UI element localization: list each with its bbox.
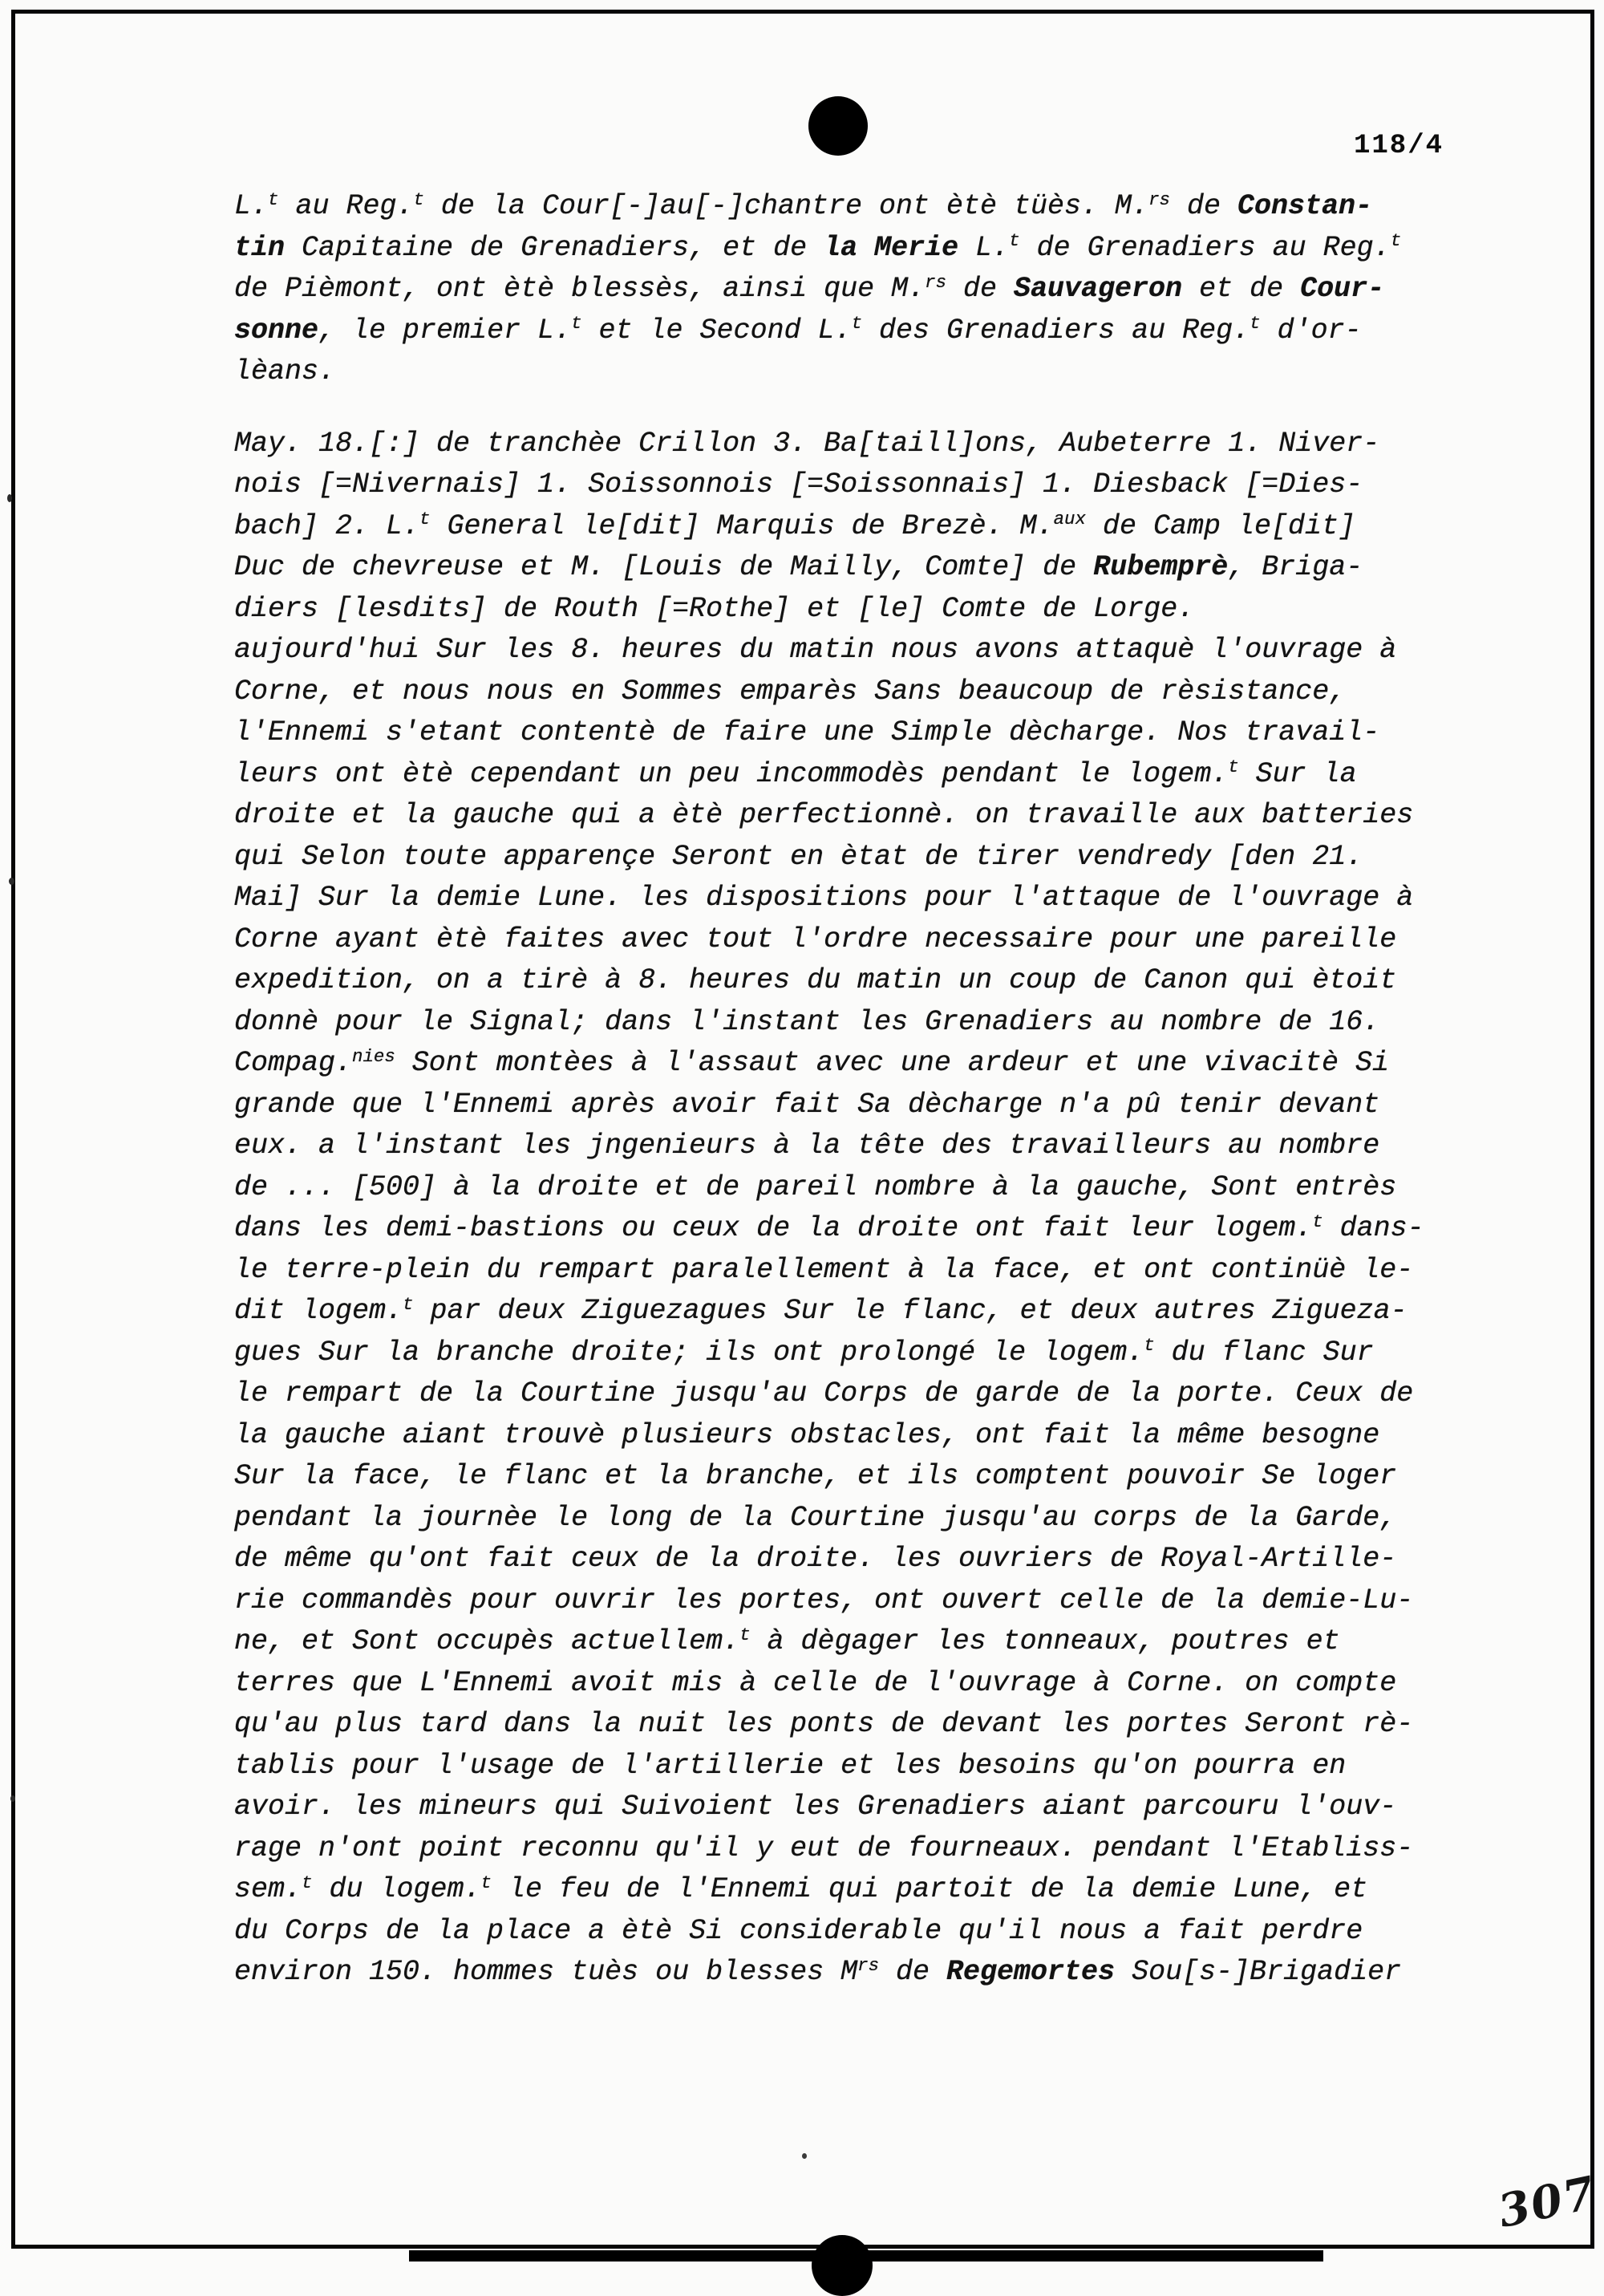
text-segment: dans les demi-bastions ou ceux de la droite ont fait leur logem. bbox=[234, 1212, 1313, 1244]
text-segment: d'or- bbox=[1260, 314, 1362, 347]
text-segment: de bbox=[1169, 190, 1237, 222]
text-segment: rie commandès pour ouvrir les portes, ont ouvert celle de la demie-Lu- bbox=[234, 1584, 1414, 1617]
text-segment: Capitaine de Grenadiers, et de bbox=[285, 231, 824, 264]
text-segment: leurs ont ètè cependant un peu incommodès pendant le logem. bbox=[234, 757, 1229, 790]
text-line bbox=[234, 919, 1485, 961]
text-segment: diers [lesdits] de Routh [=Rothe] et [le] Comte de Lorge. bbox=[234, 592, 1195, 625]
text-segment: le rempart de la Courtine jusqu'au Corps de garde de la porte. Ceux de bbox=[234, 1377, 1414, 1410]
superscript-abbreviation: t bbox=[1228, 757, 1239, 778]
superscript-abbreviation: rs bbox=[1148, 189, 1170, 210]
superscript-abbreviation: rs bbox=[925, 271, 947, 293]
text-line bbox=[234, 1869, 1485, 1911]
text-line bbox=[234, 1043, 1485, 1085]
text-segment: le feu de l'Ennemi qui partoit de la demie Lune, et bbox=[491, 1873, 1368, 1905]
superscript-abbreviation: rs bbox=[857, 1954, 880, 1976]
text-line bbox=[234, 269, 1485, 310]
text-segment: , le premier L. bbox=[318, 314, 572, 347]
superscript-abbreviation: t bbox=[419, 509, 431, 530]
text-line bbox=[234, 1952, 1485, 1994]
text-segment: donnè pour le Signal; dans l'instant les Grenadiers au nombre de 16. bbox=[234, 1005, 1380, 1038]
paragraph bbox=[234, 424, 1485, 1994]
text-line bbox=[234, 795, 1485, 837]
text-segment: la gauche aiant trouvè plusieurs obstacles, ont fait la même besogne bbox=[234, 1418, 1380, 1451]
text-line bbox=[234, 1126, 1485, 1167]
text-segment: L. bbox=[234, 190, 269, 222]
superscript-abbreviation: t bbox=[480, 1872, 492, 1893]
text-line bbox=[234, 1498, 1485, 1539]
superscript-abbreviation: nies bbox=[352, 1045, 395, 1067]
text-line bbox=[234, 671, 1485, 713]
emphasized-name: Constan- bbox=[1237, 190, 1372, 222]
superscript-abbreviation: t bbox=[302, 1872, 313, 1893]
text-segment: grande que l'Ennemi après avoir fait Sa dècharge n'a pû tenir devant bbox=[234, 1088, 1380, 1121]
text-segment: de bbox=[879, 1956, 947, 1988]
paragraph bbox=[234, 186, 1485, 393]
text-line bbox=[234, 1167, 1485, 1209]
text-segment: Corne, et nous nous en Sommes emparès Sans beaucoup de rèsistance, bbox=[234, 675, 1347, 708]
text-line bbox=[234, 1085, 1485, 1126]
text-segment: droite et la gauche qui a ètè perfectionnè. on travaille aux batteries bbox=[234, 799, 1414, 831]
text-segment: de même qu'ont fait ceux de la droite. les ouvriers de Royal-Artille- bbox=[234, 1543, 1397, 1575]
text-segment: sem. bbox=[234, 1873, 302, 1905]
text-segment: de Camp le[dit] bbox=[1085, 509, 1355, 542]
text-line bbox=[234, 1373, 1485, 1415]
text-segment: eux. a l'instant les jngenieurs à la tête des travailleurs au nombre bbox=[234, 1130, 1380, 1162]
text-line bbox=[234, 1291, 1485, 1333]
page-number: 118/4 bbox=[1354, 131, 1444, 161]
superscript-abbreviation: t bbox=[851, 313, 863, 335]
superscript-abbreviation: t bbox=[739, 1624, 751, 1645]
text-segment: avoir. les mineurs qui Suivoient les Grenadiers aiant parcouru l'ouv- bbox=[234, 1791, 1397, 1823]
text-segment: des Grenadiers au Reg. bbox=[862, 314, 1250, 347]
text-line bbox=[234, 1456, 1485, 1498]
text-segment: de bbox=[946, 273, 1015, 305]
text-line bbox=[234, 1580, 1485, 1622]
text-segment: Sou[s-]Brigadier bbox=[1115, 1956, 1402, 1988]
text-segment: du flanc Sur bbox=[1154, 1336, 1374, 1369]
scan-speck bbox=[9, 878, 14, 885]
text-line bbox=[234, 1704, 1485, 1746]
text-segment: nois [=Nivernais] 1. Soissonnois [=Soissonnais] 1. Diesback [=Dies- bbox=[234, 469, 1363, 501]
text-line bbox=[234, 1787, 1485, 1828]
text-segment: de Grenadiers au Reg. bbox=[1019, 231, 1391, 264]
text-line bbox=[234, 960, 1485, 1002]
text-segment: de la Cour[-]au[-]chantre ont ètè tüès. M. bbox=[423, 190, 1149, 222]
text-line bbox=[234, 186, 1485, 228]
text-segment: dit logem. bbox=[234, 1295, 403, 1327]
superscript-abbreviation: t bbox=[1009, 230, 1020, 252]
text-segment: lèans. bbox=[234, 355, 336, 387]
text-segment: General le[dit] Marquis de Brezè. M. bbox=[430, 509, 1054, 542]
emphasized-name: Cour- bbox=[1300, 273, 1385, 305]
emphasized-name: Regemortes bbox=[946, 1956, 1116, 1988]
text-segment: au Reg. bbox=[278, 190, 414, 222]
text-segment: par deux Ziguezagues Sur le flanc, et deux autres Zigueza- bbox=[413, 1295, 1408, 1327]
text-segment: du Corps de la place a ètè Si considerable qu'il nous a fait perdre bbox=[234, 1914, 1363, 1947]
text-line bbox=[234, 506, 1485, 548]
punch-hole-top-icon bbox=[808, 96, 868, 156]
text-segment: de ... [500] à la droite et de pareil nombre à la gauche, Sont entrès bbox=[234, 1170, 1397, 1203]
scan-speck bbox=[802, 2153, 807, 2159]
text-line bbox=[234, 1663, 1485, 1705]
text-segment: qui Selon toute apparençe Seront en ètat de tirer vendredy [den 21. bbox=[234, 840, 1363, 873]
text-line bbox=[234, 310, 1485, 352]
superscript-abbreviation: t bbox=[1144, 1335, 1155, 1357]
emphasized-name: tin bbox=[234, 231, 286, 264]
text-segment: l'Ennemi s'etant contentè de faire une Simple dècharge. Nos travail- bbox=[234, 716, 1380, 748]
superscript-abbreviation: t bbox=[403, 1293, 414, 1315]
text-line bbox=[234, 228, 1485, 270]
text-line bbox=[234, 1333, 1485, 1374]
text-line bbox=[234, 712, 1485, 754]
text-line bbox=[234, 547, 1485, 589]
text-segment: et le Second L. bbox=[581, 314, 852, 347]
document-text bbox=[234, 186, 1485, 1994]
text-segment: May. 18.[:] de tranchèe Crillon 3. Ba[taill]ons, Aubeterre 1. Niver- bbox=[234, 427, 1380, 460]
text-segment: pendant la journèe le long de la Courtine jusqu'au corps de la Garde, bbox=[234, 1501, 1397, 1534]
text-segment: de Pièmont, ont ètè blessès, ainsi que M. bbox=[234, 273, 926, 305]
emphasized-name: la Merie bbox=[824, 231, 959, 264]
text-segment: Duc de chevreuse et M. [Louis de Mailly, Comte] de bbox=[234, 551, 1094, 583]
text-segment: L. bbox=[958, 231, 1010, 264]
text-line bbox=[234, 1828, 1485, 1870]
text-segment: qu'au plus tard dans la nuit les ponts de devant les portes Seront rè- bbox=[234, 1708, 1414, 1740]
superscript-abbreviation: aux bbox=[1053, 509, 1086, 530]
text-segment: dans- bbox=[1322, 1212, 1424, 1244]
text-line bbox=[234, 1002, 1485, 1044]
text-segment: expedition, on a tirè à 8. heures du matin un coup de Canon qui ètoit bbox=[234, 964, 1397, 996]
text-line bbox=[234, 1415, 1485, 1457]
text-segment: Sont montèes à l'assaut avec une ardeur et une vivacitè Si bbox=[395, 1047, 1389, 1079]
text-line bbox=[234, 1746, 1485, 1787]
text-segment: , Briga- bbox=[1228, 551, 1363, 583]
text-segment: gues Sur la branche droite; ils ont prolongé le logem. bbox=[234, 1336, 1144, 1369]
text-segment: Compag. bbox=[234, 1047, 353, 1079]
text-segment: Sur la bbox=[1238, 757, 1357, 790]
text-line bbox=[234, 1250, 1485, 1292]
text-segment: environ 150. hommes tuès ou blesses M bbox=[234, 1956, 858, 1988]
text-line bbox=[234, 1539, 1485, 1580]
scan-speck bbox=[10, 1795, 15, 1802]
text-line bbox=[234, 837, 1485, 878]
text-line bbox=[234, 424, 1485, 465]
superscript-abbreviation: t bbox=[1312, 1211, 1323, 1232]
superscript-abbreviation: t bbox=[571, 313, 582, 335]
text-segment: le terre-plein du rempart paralellement à la face, et ont continüè le- bbox=[234, 1253, 1414, 1286]
emphasized-name: Sauvageron bbox=[1014, 273, 1183, 305]
text-line bbox=[234, 1208, 1485, 1250]
text-segment: tablis pour l'usage de l'artillerie et les besoins qu'on pourra en bbox=[234, 1749, 1347, 1782]
text-line bbox=[234, 351, 1485, 393]
text-segment: du logem. bbox=[312, 1873, 481, 1905]
text-segment: bach] 2. L. bbox=[234, 509, 420, 542]
text-segment: Sur la face, le flanc et la branche, et ils comptent pouvoir Se loger bbox=[234, 1460, 1397, 1492]
superscript-abbreviation: t bbox=[1390, 230, 1402, 252]
text-segment: aujourd'hui Sur les 8. heures du matin nous avons attaquè l'ouvrage à bbox=[234, 634, 1397, 666]
emphasized-name: Rubemprè bbox=[1093, 551, 1229, 583]
text-line bbox=[234, 630, 1485, 671]
text-segment: et de bbox=[1182, 273, 1301, 305]
text-segment: Mai] Sur la demie Lune. les dispositions pour l'attaque de l'ouvrage à bbox=[234, 882, 1414, 914]
punch-hole-bottom-icon bbox=[812, 2235, 873, 2296]
text-line bbox=[234, 589, 1485, 631]
text-line bbox=[234, 1621, 1485, 1663]
text-line bbox=[234, 464, 1485, 506]
handwritten-folio-number: 307 bbox=[1493, 2165, 1602, 2239]
emphasized-name: sonne bbox=[234, 314, 319, 347]
text-segment: rage n'ont point reconnu qu'il y eut de fourneaux. pendant l'Etabliss- bbox=[234, 1832, 1414, 1864]
text-line bbox=[234, 1911, 1485, 1953]
superscript-abbreviation: t bbox=[268, 189, 279, 210]
text-line bbox=[234, 878, 1485, 919]
text-segment: à dègager les tonneaux, poutres et bbox=[750, 1625, 1340, 1657]
text-segment: Corne ayant ètè faites avec tout l'ordre necessaire pour une pareille bbox=[234, 923, 1397, 955]
scan-speck bbox=[7, 494, 12, 502]
text-line bbox=[234, 754, 1485, 796]
text-segment: ne, et Sont occupès actuellem. bbox=[234, 1625, 740, 1657]
superscript-abbreviation: t bbox=[1250, 313, 1261, 335]
text-segment: terres que L'Ennemi avoit mis à celle de l'ouvrage à Corne. on compte bbox=[234, 1666, 1397, 1699]
superscript-abbreviation: t bbox=[413, 189, 424, 210]
